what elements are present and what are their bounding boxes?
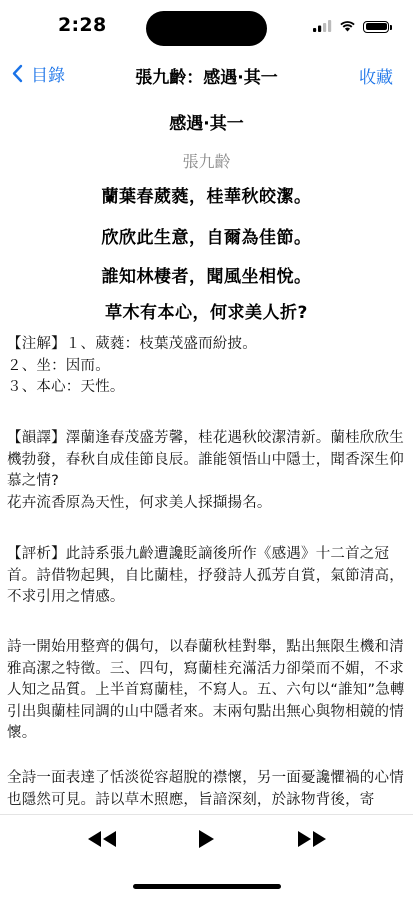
commentary-paragraph: 全詩一面表達了恬淡從容超脫的襟懷，另一面憂讒懼禍的心情也隱然可見。詩以草木照應，旨諳深刻，於詠物背後，寄 (7, 770, 404, 808)
notes-text: 【注解】１、葳蕤：枝葉茂盛而紛披。 ２、坐：因而。 ３、本心：天性。 (7, 336, 257, 396)
playback-bar (0, 814, 413, 897)
status-bar (0, 0, 413, 50)
poem-title: 感遇·其一 (169, 114, 244, 134)
back-button[interactable] (12, 61, 65, 86)
dynamic-island (146, 11, 267, 46)
navigation-bar (0, 54, 413, 94)
backward-icon (86, 829, 118, 849)
poem-line: 草木有本心，何求美人折? (105, 303, 308, 323)
play-button[interactable] (197, 829, 215, 853)
commentary-paragraph: 詩一開始用整齊的偶句，以春蘭秋桂對舉，點出無限生機和清雅高潔之特徵。三、四句，寫蘭桂充滿活力卻榮而不媚，不求人知之品質。上半首寫蘭桂，不寫人。五、六句以“誰知”急轉引出與蘭桂同調的山中隱者來。末兩句點出無心與物相競的情懷。 (7, 639, 405, 742)
nav-title: 張九齡：感遇·其一 (135, 68, 278, 88)
poem-author: 張九齡 (182, 152, 231, 171)
translation-text: 【韻譯】澤蘭逢春茂盛芳馨，桂花遇秋皎潔清新。蘭桂欣欣生機勃發，春秋自成佳節良辰。誰能領悟山中隱士，聞香深生仰慕之情? 花卉流香原為天性，何求美人採擷揚名。 (7, 430, 404, 511)
status-time: 2:28 (58, 14, 107, 36)
battery-icon (363, 21, 389, 33)
next-button[interactable] (296, 829, 328, 853)
back-button-label: 目錄 (31, 66, 65, 86)
status-icons (313, 17, 389, 36)
home-indicator[interactable] (133, 884, 281, 889)
chevron-left-icon (12, 64, 23, 83)
previous-button[interactable] (86, 829, 118, 853)
cellular-signal-icon (313, 17, 332, 36)
poem-content[interactable] (0, 96, 413, 814)
poem-line: 蘭葉春葳蕤，桂華秋皎潔。 (101, 187, 312, 207)
forward-icon (296, 829, 328, 849)
play-icon (197, 829, 215, 849)
favorite-button[interactable]: 收藏 (359, 68, 393, 88)
wifi-icon (339, 17, 356, 36)
poem-line: 誰知林棲者，聞風坐相悅。 (101, 267, 312, 287)
analysis-text: 【評析】此詩系張九齡遭讒貶謫後所作《感遇》十二首之冠首。詩借物起興，自比蘭桂，抒發詩人孤芳自賞，氣節清高，不求引用之情感。 (7, 546, 404, 606)
poem-line: 欣欣此生意，自爾為佳節。 (101, 228, 312, 248)
